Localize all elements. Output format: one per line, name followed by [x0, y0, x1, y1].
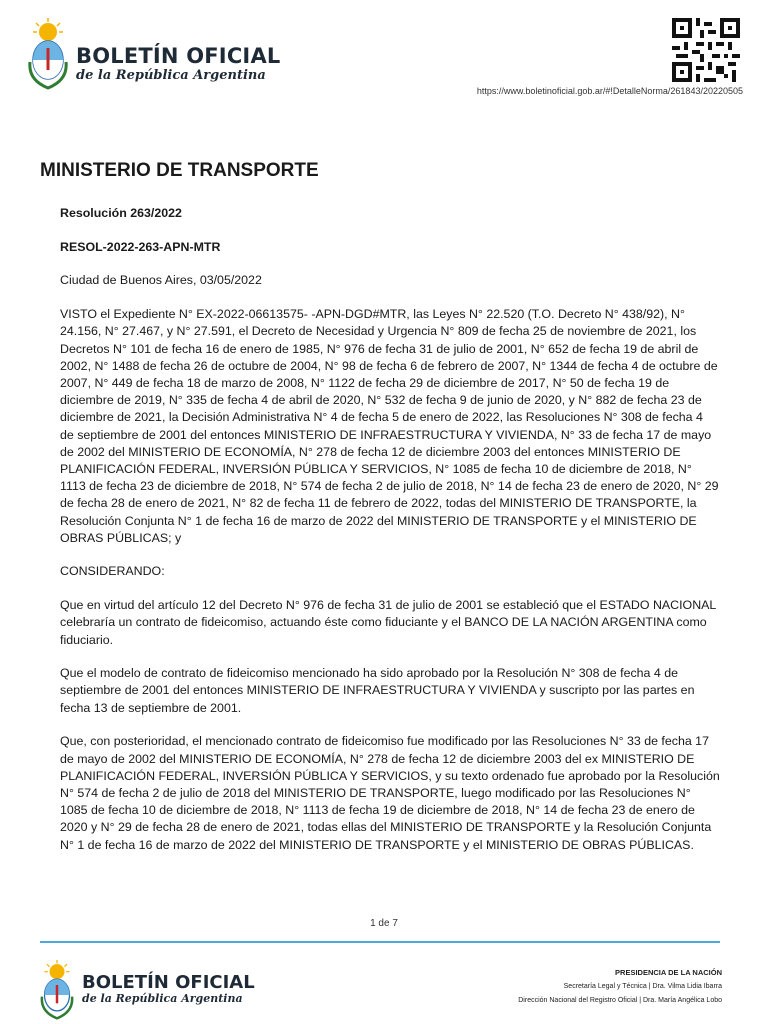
footer-credits	[518, 966, 722, 1008]
paragraph: Que en virtud del artículo 12 del Decreto N° 976 de fecha 31 de julio de 2001 se estableció que el ESTADO NACIONAL celebraría un contrato de fideicomiso, actuando éste como fiduciante y el BANCO DE LA NACIÓN ARGENTINA como fiduciario.	[60, 598, 716, 647]
footer-line: Dirección Nacional del Registro Oficial | Dra. María Angélica Lobo	[518, 997, 722, 1004]
coat-of-arms-icon	[40, 960, 74, 1020]
paragraph: CONSIDERANDO:	[60, 564, 165, 579]
footer-brand-subtitle: de la República Argentina	[82, 992, 243, 1005]
paragraph: VISTO el Expediente N° EX-2022-06613575- -APN-DGD#MTR, las Leyes N° 22.520 (T.O. Decreto N° 438/92), N° 24.156, N° 27.467, y N° 27.591, el Decreto de Necesidad y Urgencia N° 809 de fecha 25 de noviembre de 2021, los Decretos N° 101 de fecha 16 de enero de 1985, N° 976 de fecha 31 de julio de 2001, N° 652 de fecha 19 de abril de 2002, N° 1488 de fecha 26 de octubre de 2004, N° 98 de fecha 6 de febrero de 2007, N° 1344 de fecha 4 de octubre de 2007, N° 449 de fecha 18 de marzo de 2008, N° 1122 de fecha 29 de diciembre de 2017, N° 50 de fecha 19 de diciembre de 2019, N° 335 de fecha 4 de abril de 2020, N° 532 de fecha 9 de junio de 2020, y N° 882 de fecha 23 de diciembre de 2021, la Decisión Administrativa N° 4 de fecha 5 de enero de 2022, las Resoluciones N° 308 de fecha 4 de septiembre de 2001 del entonces MINISTERIO DE INFRAESTRUCTURA Y VIVIENDA, N° 33 de fecha 17 de mayo de 2002 del MINISTERIO DE ECONOMÍA, N° 278 de fecha 12 de diciembre 2003 del entonces MINISTERIO DE PLANIFICACIÓN FEDERAL, INVERSIÓN PÚBLICA Y SERVICIOS, N° 1085 de fecha 10 de diciembre de 2018, N° 1113 de fecha 23 de diciembre de 2018, N° 574 de fecha 2 de julio de 2018, N° 14 de fecha 23 de enero de 2020, N° 29 de fecha 28 de enero de 2021, N° 82 de fecha 11 de febrero de 2022, todas del MINISTERIO DE TRANSPORTE, la Resolución Conjunta N° 1 de fecha 16 de marzo de 2022 del MINISTERIO DE TRANSPORTE y el MINISTERIO DE OBRAS PÚBLICAS; y	[60, 307, 719, 545]
qr-code-icon[interactable]	[672, 18, 740, 82]
resolution-code: RESOL-2022-263-APN-MTR	[60, 239, 221, 254]
brand-subtitle: de la República Argentina	[76, 68, 266, 83]
footer-divider	[40, 941, 720, 943]
ministry-title: MINISTERIO DE TRANSPORTE	[40, 160, 319, 181]
coat-of-arms-icon	[28, 18, 68, 90]
page-header	[0, 0, 768, 100]
document-body	[60, 205, 720, 870]
footer-line: Secretaría Legal y Técnica | Dra. Vilma Lidia Ibarra	[563, 983, 722, 990]
paragraph: Que el modelo de contrato de fideicomiso mencionado ha sido aprobado por la Resolución N° 308 de fecha 4 de septiembre de 2001 del entonces MINISTERIO DE INFRAESTRUCTURA Y VIVIENDA y suscripto por las partes en fecha 13 de septiembre de 2001.	[60, 666, 695, 715]
footer-brand-title: BOLETÍN OFICIAL	[82, 972, 255, 993]
page-number: 1 de 7	[370, 918, 398, 929]
paragraph: Que, con posterioridad, el mencionado contrato de fideicomiso fue modificado por las Resoluciones N° 33 de fecha 17 de mayo de 2002 del MINISTERIO DE ECONOMÍA, N° 278 de fecha 12 de diciembre 2003 del ex MINISTERIO DE PLANIFICACIÓN FEDERAL, INVERSIÓN PÚBLICA Y SERVICIOS, y su texto ordenado fue aprobado por la Resolución N° 574 de fecha 2 de julio de 2018 del MINISTERIO DE TRANSPORTE, luego modificado por las Resoluciones N° 1085 de fecha 10 de diciembre de 2018, N° 1113 de fecha 19 de diciembre de 2018, N° 14 de fecha 23 de enero de 2020 y N° 29 de fecha 28 de enero de 2021, todas ellas del MINISTERIO DE TRANSPORTE y la Resolución Conjunta N° 1 de fecha 16 de marzo de 2022 del MINISTERIO DE TRANSPORTE y el MINISTERIO DE OBRAS PÚBLICAS.	[60, 734, 720, 852]
resolution-number: Resolución 263/2022	[60, 206, 182, 220]
brand-title: BOLETÍN OFICIAL	[76, 44, 281, 68]
document-url[interactable]: https://www.boletinoficial.gob.ar/#!DetalleNorma/261843/20220505	[476, 86, 743, 96]
presidency-label: PRESIDENCIA DE LA NACIÓN	[615, 968, 722, 977]
place-date: Ciudad de Buenos Aires, 03/05/2022	[60, 273, 262, 288]
